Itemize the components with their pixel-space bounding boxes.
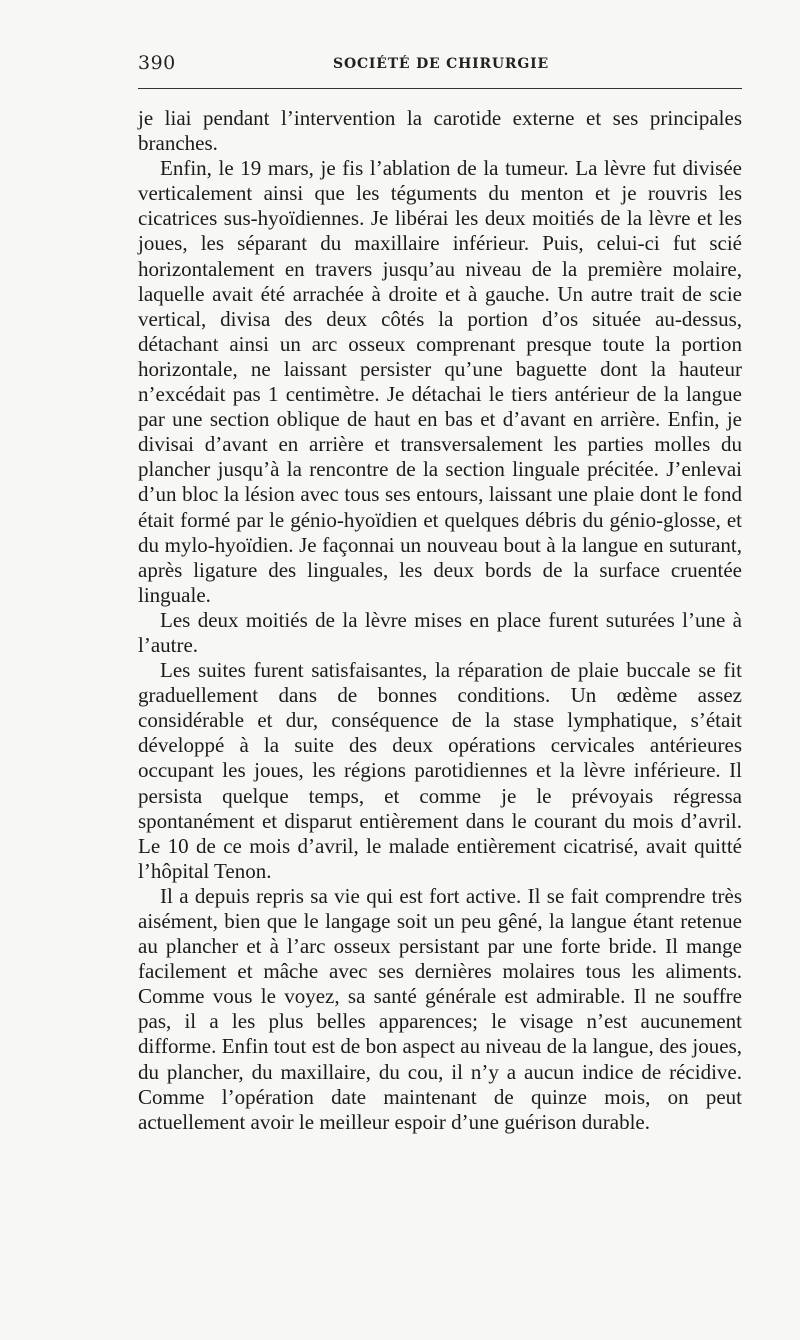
paragraph: Les suites furent satisfaisantes, la réparation de plaie buccale se fit graduellement dans de bonnes conditions. Un œdème assez considérable et dur, conséquence de la stase lymphatique, s’était développé à la suite des deux opérations cervicales antérieures occupant les joues, les régions parotidiennes et la lèvre inférieure. Il persista quelque temps, et comme je le prévoyais régressa spontanément et disparut entièrement dans le courant du mois d’avril. Le 10 de ce mois d’avril, le malade entièrement cicatrisé, avait quitté l’hôpital Tenon. (138, 658, 742, 883)
body-text (138, 106, 742, 1135)
paragraph: Enfin, le 19 mars, je fis l’ablation de la tumeur. La lèvre fut divisée verticalement ainsi que les téguments du menton et je rouvris les cicatrices sus-hyoïdiennes. Je libérai les deux moitiés de la lèvre et les joues, les séparant du maxillaire inférieur. Puis, celui-ci fut scié horizontalement en travers jusqu’au niveau de la première molaire, laquelle avait été arrachée à droite et à gauche. Un autre trait de scie vertical, divisa des deux côtés la portion d’os située au-dessus, détachant ainsi un arc osseux comprenant presque toute la portion horizontale, ne laissant persister qu’une baguette dont la hauteur n’excédait pas 1 centimètre. Je détachai le tiers antérieur de la langue par une section oblique de haut en bas et d’avant en arrière. Enfin, je divisai d’avant en arrière et transversalement les parties molles du plancher jusqu’à la rencontre de la section linguale précitée. J’enlevai d’un bloc la lésion avec tous ses entours, laissant une plaie dont le fond était formé par le génio-hyoïdien et quelques débris du génio-glosse, et du mylo-hyoïdien. Je façonnai un nouveau bout à la langue en suturant, après ligature des linguales, les deux bords de la surface cruentée linguale. (138, 156, 742, 607)
paragraph: Les deux moitiés de la lèvre mises en place furent suturées l’une à l’autre. (138, 607, 742, 657)
paragraph: je liai pendant l’intervention la carotide externe et ses principales branches. (138, 106, 742, 156)
header-rule (138, 88, 742, 89)
page-header (138, 52, 744, 82)
page-number: 390 (138, 52, 176, 74)
running-title: SOCIÉTÉ DE CHIRURGIE (333, 56, 549, 72)
paragraph: Il a depuis repris sa vie qui est fort active. Il se fait comprendre très aisément, bien que le langage soit un peu gêné, la langue étant retenue au plancher et à l’arc osseux persistant par une forte bride. Il mange facilement et mâche avec ses dernières molaires tous les aliments. Comme vous le voyez, sa santé générale est admirable. Il ne souffre pas, il a les plus belles apparences; le visage n’est aucunement difforme. Enfin tout est de bon aspect au niveau de la langue, des joues, du plancher, du maxillaire, du cou, il n’y a aucun indice de récidive. Comme l’opération date maintenant de quinze mois, on peut actuellement avoir le meilleur espoir d’une guérison durable. (138, 883, 742, 1134)
